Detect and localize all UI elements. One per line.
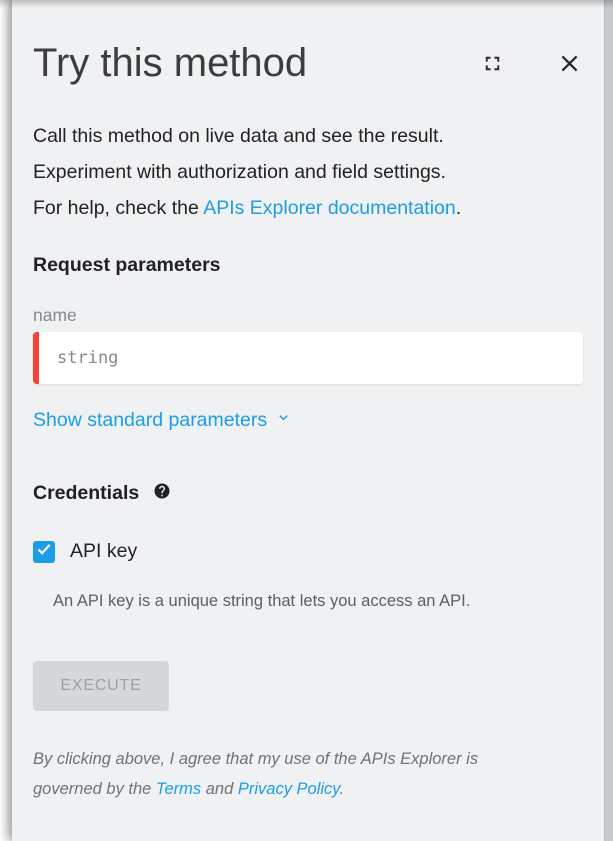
checkmark-icon <box>35 540 53 563</box>
api-key-label: API key <box>70 540 138 562</box>
close-button[interactable] <box>556 50 583 77</box>
legal-footer-line-2 <box>33 774 583 804</box>
execute-button[interactable]: EXECUTE <box>33 661 169 711</box>
api-key-option[interactable] <box>33 540 583 563</box>
credentials-heading-row <box>33 479 583 508</box>
intro-line-2: Experiment with authorization and field settings. <box>33 161 446 183</box>
chevron-down-icon <box>267 406 292 434</box>
apis-explorer-documentation-link[interactable]: APIs Explorer documentation <box>203 197 456 219</box>
intro-line-3-period: . <box>455 197 462 219</box>
terms-link[interactable]: Terms <box>155 780 202 798</box>
panel-title: Try this method <box>33 40 308 85</box>
panel-header <box>33 36 583 90</box>
intro-line-1: Call this method on live data and see the result. <box>33 125 444 147</box>
intro-line-3 <box>33 190 583 226</box>
scrollbar[interactable] <box>604 0 613 841</box>
param-name-label: name <box>33 305 77 325</box>
request-parameters-heading: Request parameters <box>33 254 221 276</box>
privacy-policy-link[interactable]: Privacy Policy <box>237 780 340 798</box>
legal-footer-line-2-text: governed by the <box>33 780 156 798</box>
intro-line-3-text: For help, check the <box>33 197 204 219</box>
api-key-checkbox[interactable] <box>33 541 55 563</box>
legal-footer <box>33 744 583 804</box>
close-icon <box>556 50 583 77</box>
show-standard-parameters-label: Show standard parameters <box>33 409 268 431</box>
show-standard-parameters-toggle[interactable] <box>33 406 292 434</box>
credentials-heading: Credentials <box>33 482 140 504</box>
fullscreen-button[interactable] <box>481 52 504 75</box>
intro-text <box>33 118 583 226</box>
legal-footer-period: . <box>339 780 344 798</box>
help-icon[interactable] <box>153 480 171 508</box>
api-key-description: An API key is a unique string that lets you access an API. <box>53 592 471 610</box>
legal-footer-and-text: and <box>201 780 238 798</box>
param-name-input[interactable] <box>33 332 583 384</box>
legal-footer-line-1: By clicking above, I agree that my use of the APIs Explorer is <box>33 750 479 768</box>
try-this-method-panel <box>12 0 613 841</box>
fullscreen-icon <box>481 52 504 75</box>
